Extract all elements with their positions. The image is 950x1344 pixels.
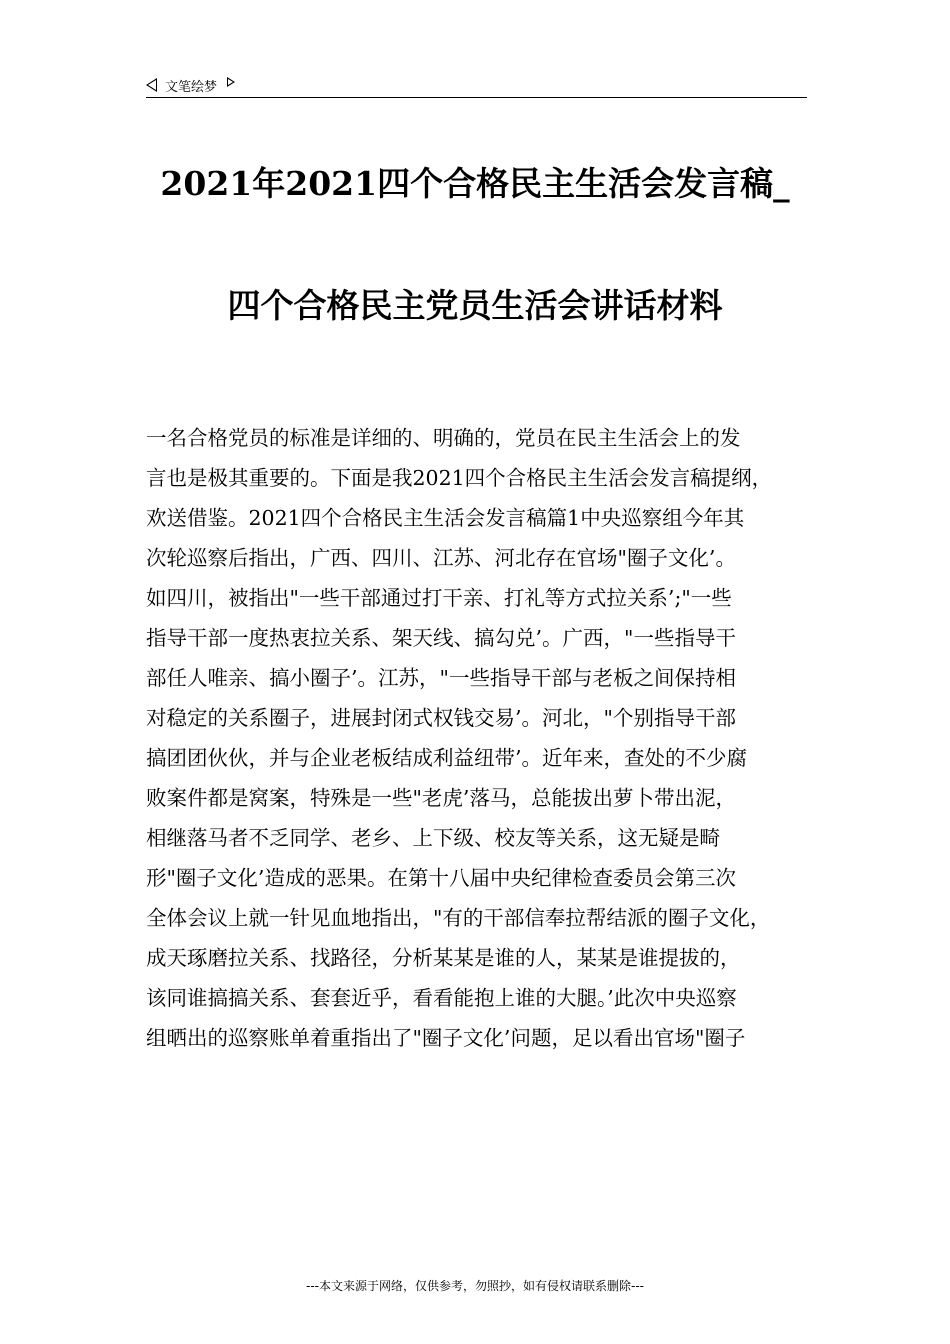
document-body: 一名合格党员的标准是详细的、明确的，党员在民主生活会上的发 言也是极其重要的。下面是我2021四个合格民主生活会发言稿提纲， 欢送借鉴。2021四个合格民主生活会发言稿篇1中央巡察组今年其 次轮巡察后指出，广西、四川、江苏、河北存在官场"圈子文化’。 如四川，被指出"一些干部通过打干亲、打礼等方式拉关系’;"一些 指导干部一度热衷拉关系、架天线、搞勾兑’。广西，"一些指导干 部任人唯亲、搞小圈子’。江苏，"一些指导干部与老板之间保持相 对稳定的关系圈子，进展封闭式权钱交易’。河北，"个别指导干部 搞团团伙伙，并与企业老板结成利益纽带’。近年来，查处的不少腐 败案件都是窝案，特殊是一些"老虎’落马，总能拔出萝卜带出泥， 相继落马者不乏同学、老乡、上下级、校友等关系，这无疑是畸 形"圈子文化’造成的恶果。在第十八届中央纪律检查委员会第三次 全体会议上就一针见血地指出，"有的干部信奉拉帮结派的圈子文化， 成天琢磨拉关系、找路径，分析某某是谁的人，某某是谁提拔的， 该同谁搞搞关系、套套近乎，看看能抱上谁的大腿。’此次中央巡察 组晒出的巡察账单着重指出了"圈子文化’问题，足以看出官场"圈子	[146, 426, 773, 1050]
triangle-left-outline-icon	[146, 78, 157, 92]
page-header	[146, 74, 806, 96]
triangle-right-outline-icon	[227, 77, 235, 87]
document-title-line-1: 2021年2021四个合格民主生活会发言稿_	[160, 164, 790, 203]
header-brand: 文笔绘梦	[165, 79, 218, 95]
header-divider	[146, 97, 807, 98]
document-title-line-2: 四个合格民主党员生活会讲话材料	[227, 286, 723, 325]
page-footer-disclaimer: ---本文来源于网络，仅供参考，勿照抄，如有侵权请联系删除---	[306, 1279, 644, 1293]
